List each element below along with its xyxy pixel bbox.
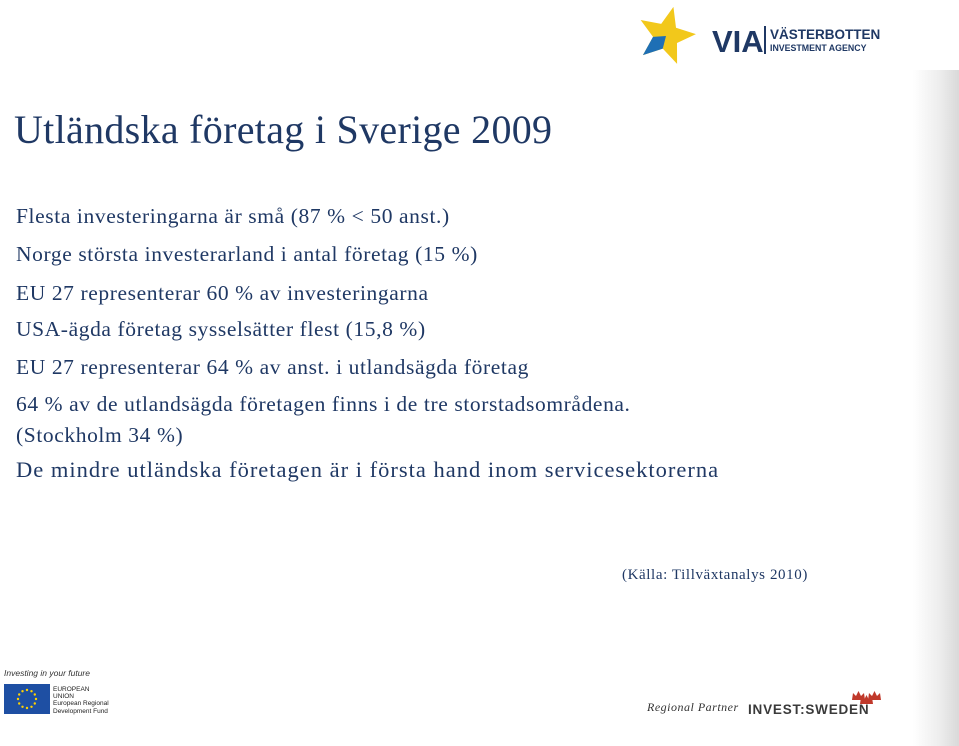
eu-text bbox=[53, 686, 109, 715]
via-star-shape bbox=[641, 7, 696, 64]
slide-edge-decoration bbox=[913, 70, 959, 746]
invest-sweden-logo bbox=[746, 688, 886, 722]
via-wordmark: VIA bbox=[712, 24, 764, 59]
eu-funding-logo bbox=[4, 668, 134, 738]
bullet-4: USA-ägda företag sysselsätter flest (15,8 %) bbox=[16, 317, 426, 341]
bullet-5: EU 27 representerar 64 % av anst. i utlandsägda företag bbox=[16, 355, 529, 379]
page-title: Utländska företag i Sverige 2009 bbox=[14, 107, 553, 152]
eu-star bbox=[18, 702, 20, 704]
eu-star bbox=[30, 690, 32, 692]
eu-star bbox=[18, 693, 20, 695]
bullet-1: Flesta investeringarna är små (87 % < 50 anst.) bbox=[16, 204, 450, 228]
eu-star bbox=[26, 707, 28, 709]
eu-line2: UNION bbox=[53, 693, 74, 701]
source-citation: (Källa: Tillväxtanalys 2010) bbox=[622, 567, 808, 583]
eu-star bbox=[34, 702, 36, 704]
eu-tagline: Investing in your future bbox=[4, 668, 90, 678]
eu-line3: European Regional bbox=[53, 700, 109, 708]
via-star-blue-part bbox=[643, 36, 666, 55]
bullet-6: 64 % av de utlandsägda företagen finns i de tre storstadsområdena. bbox=[16, 392, 631, 416]
via-vasterbotten-logo bbox=[632, 4, 882, 70]
eu-star bbox=[30, 706, 32, 708]
eu-star bbox=[26, 689, 28, 691]
bullet-3: EU 27 representerar 60 % av investeringarna bbox=[16, 281, 429, 305]
eu-star bbox=[34, 693, 36, 695]
via-divider bbox=[764, 26, 766, 54]
invest-sweden-wordmark: INVEST:SWEDEN bbox=[748, 702, 870, 717]
bullet-8: De mindre utländska företagen är i första hand inom servicesektorerna bbox=[16, 457, 720, 482]
via-line2: INVESTMENT AGENCY bbox=[770, 43, 867, 53]
bullet-2: Norge största investerarland i antal företag (15 %) bbox=[16, 242, 478, 266]
eu-line4: Development Fund bbox=[53, 707, 108, 715]
via-line1: VÄSTERBOTTEN bbox=[770, 27, 881, 42]
bullet-7: (Stockholm 34 %) bbox=[16, 423, 184, 447]
eu-star bbox=[21, 706, 23, 708]
eu-star bbox=[35, 698, 37, 700]
via-star-logo-icon bbox=[632, 4, 882, 70]
eu-star bbox=[17, 698, 19, 700]
eu-star bbox=[21, 690, 23, 692]
eu-line1: EUROPEAN bbox=[53, 686, 90, 693]
eu-flag-icon bbox=[4, 684, 50, 714]
regional-partner-label: Regional Partner bbox=[647, 700, 739, 714]
